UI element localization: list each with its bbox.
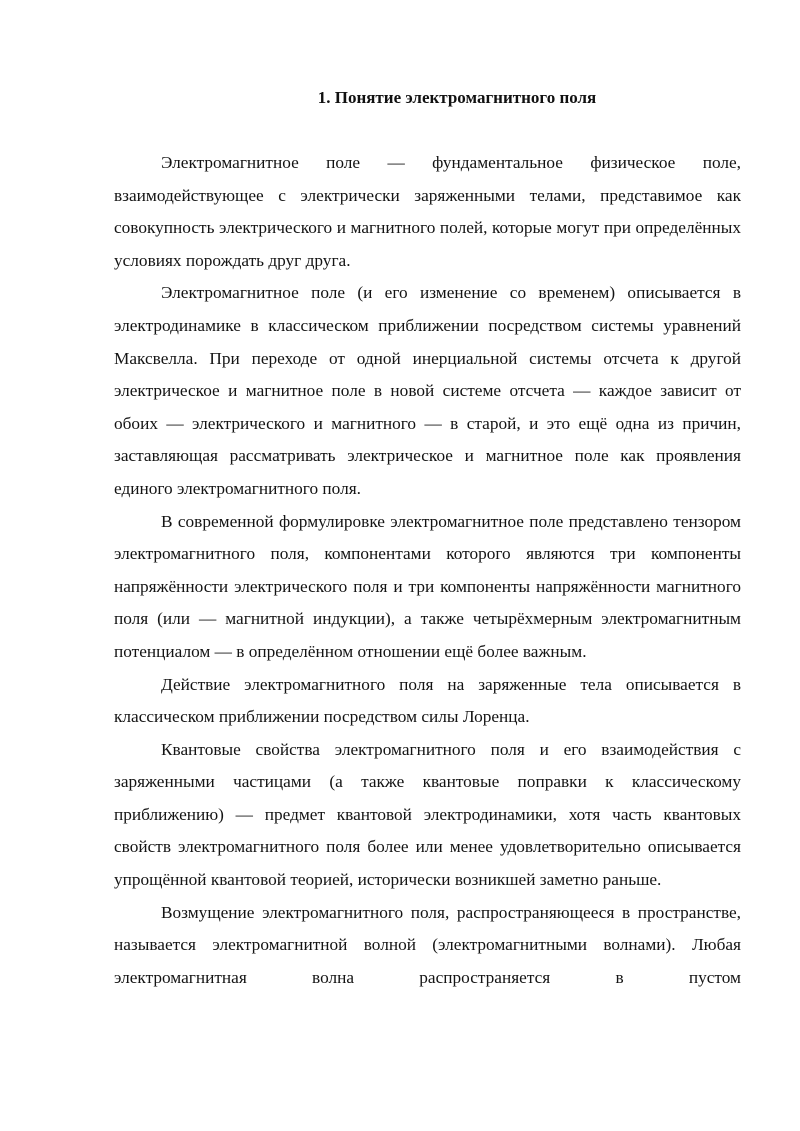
section-heading: 1. Понятие электромагнитного поля	[317, 88, 597, 107]
paragraph-5: Квантовые свойства электромагнитного поля и его взаимодействия с заряженными частицами (а также квантовые поправки к классическому приближению) — предмет квантовой электродинамики, хотя часть квантовых свойств электромагнитного поля более или менее удовлетворительно описывается упрощённой квантовой теорией, исторически возникшей заметно раньше.	[114, 739, 741, 890]
body-text	[114, 147, 741, 994]
paragraph-3: В современной формулировке электромагнитное поле представлено тензором электромагнитного поля, компонентами которого являются три компоненты напряжённости электрического поля и три компоненты напряжённости магнитного поля (или — магнитной индукции), а также четырёхмерным электромагнитным потенциалом — в определённом отношении ещё более важным.	[114, 511, 741, 661]
paragraph-4: Действие электромагнитного поля на заряженные тела описывается в классическом приближении посредством силы Лоренца.	[114, 674, 741, 727]
paragraph-2: Электромагнитное поле (и его изменение со временем) описывается в электродинамике в классическом приближении посредством системы уравнений Максвелла. При переходе от одной инерциальной системы отсчета к другой электрическое и магнитное поле в новой системе отсчета — каждое зависит от обоих — электрического и магнитного — в старой, и это ещё одна из причин, заставляющая рассматривать электрическое и магнитное поле как проявления единого электромагнитного поля.	[114, 283, 741, 498]
paragraph-6: Возмущение электромагнитного поля, распространяющееся в пространстве, называется электромагнитной волной (электромагнитными волнами). Любая электромагнитная волна распространяется в пустом	[114, 902, 741, 987]
paragraph-1: Электромагнитное поле — фундаментальное физическое поле, взаимодействующее с электрически заряженными телами, представимое как совокупность электрического и магнитного полей, которые могут при определённых условиях порождать друг друга.	[114, 153, 741, 270]
